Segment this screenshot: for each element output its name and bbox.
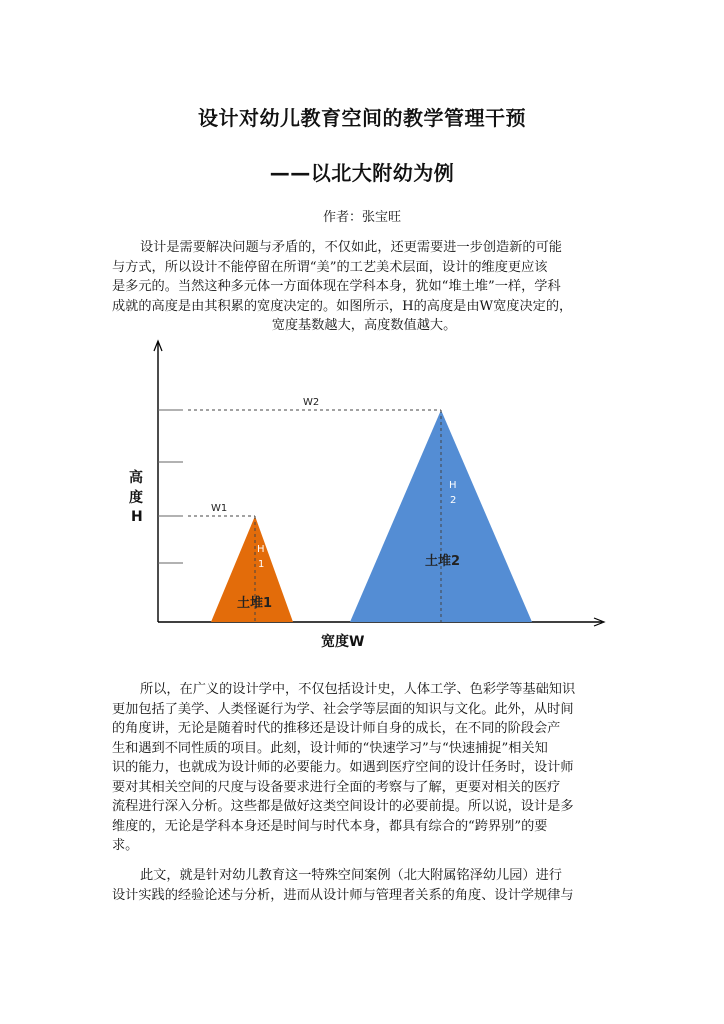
paragraph-line: 更加包括了美学、人类怪诞行为学、社会学等层面的知识与文化。此外，从时间 — [112, 701, 574, 717]
paragraph-line: 求。 — [112, 838, 139, 853]
pile-2-height-label-bottom: 2 — [450, 495, 457, 506]
paragraph-line: 维度的，无论是学科本身还是时间与时代本身，都具有综合的“跨界别”的要 — [112, 818, 548, 834]
paragraph-line: 的角度讲，无论是随着时代的推移还是设计师自身的成长，在不同的阶段会产 — [112, 721, 561, 736]
paragraph-line: 此文，就是针对幼儿教育这一特殊空间案例（北大附属铭泽幼儿园）进行 — [140, 868, 562, 883]
y-axis-label-1: 高 — [129, 470, 143, 486]
pile-1-name: 土堆1 — [237, 596, 273, 611]
pile-2-width-label: W2 — [303, 397, 320, 408]
paragraph-2 — [112, 680, 616, 856]
author-line: 作者：张宝旺 — [322, 210, 401, 225]
paragraph-line: 设计是需要解决问题与矛盾的，不仅如此，还更需要进一步创造新的可能 — [140, 240, 562, 255]
pile-2-name: 土堆2 — [425, 554, 461, 569]
paragraph-line: 生和遇到不同性质的项目。此刻，设计师的“快速学习”与“快速捕捉”相关知 — [112, 740, 548, 756]
paragraph-line: 要对其相关空间的尺度与设备要求进行全面的考察与了解，更要对相关的医疗 — [112, 779, 561, 795]
document-title: 设计对幼儿教育空间的教学管理干预 — [198, 106, 526, 130]
paragraph-line: 设计实践的经验论述与分析，进而从设计师与管理者关系的角度、设计学规律与 — [112, 887, 574, 903]
pile-1-height-label-bottom: 1 — [258, 559, 265, 570]
y-axis-label-2: 度 — [129, 490, 143, 506]
paragraph-line: 宽度基数越大，高度数值越大。 — [271, 318, 457, 333]
paragraph-line: 是多元的。当然这种多元体一方面体现在学科本身，犹如“堆土堆”一样，学科 — [112, 279, 561, 294]
pile-2-height-label-top: H — [449, 480, 457, 491]
pile-diagram — [110, 335, 620, 655]
paragraph-3 — [112, 866, 616, 905]
paragraph-line: 识的能力，也就成为设计师的必要能力。如遇到医疗空间的设计任务时，设计师 — [112, 760, 574, 775]
paragraph-line: 成就的高度是由其积累的宽度决定的。如图所示，H的高度是由W宽度决定的， — [112, 298, 573, 314]
x-axis-label: 宽度W — [321, 634, 365, 650]
paragraph-1 — [112, 238, 616, 336]
pile-1-width-label: W1 — [211, 503, 228, 514]
paragraph-line: 与方式，所以设计不能停留在所谓“美”的工艺美术层面，设计的维度更应该 — [112, 259, 548, 275]
y-axis-label-3: H — [131, 509, 143, 525]
paragraph-line: 所以，在广义的设计学中，不仅包括设计史，人体工学、色彩学等基础知识 — [140, 682, 576, 697]
paragraph-line: 流程进行深入分析。这些都是做好这类空间设计的必要前提。所以说，设计是多 — [112, 799, 574, 814]
document-subtitle: ——以北大附幼为例 — [269, 161, 455, 185]
pile-1-height-label-top: H — [257, 544, 265, 555]
